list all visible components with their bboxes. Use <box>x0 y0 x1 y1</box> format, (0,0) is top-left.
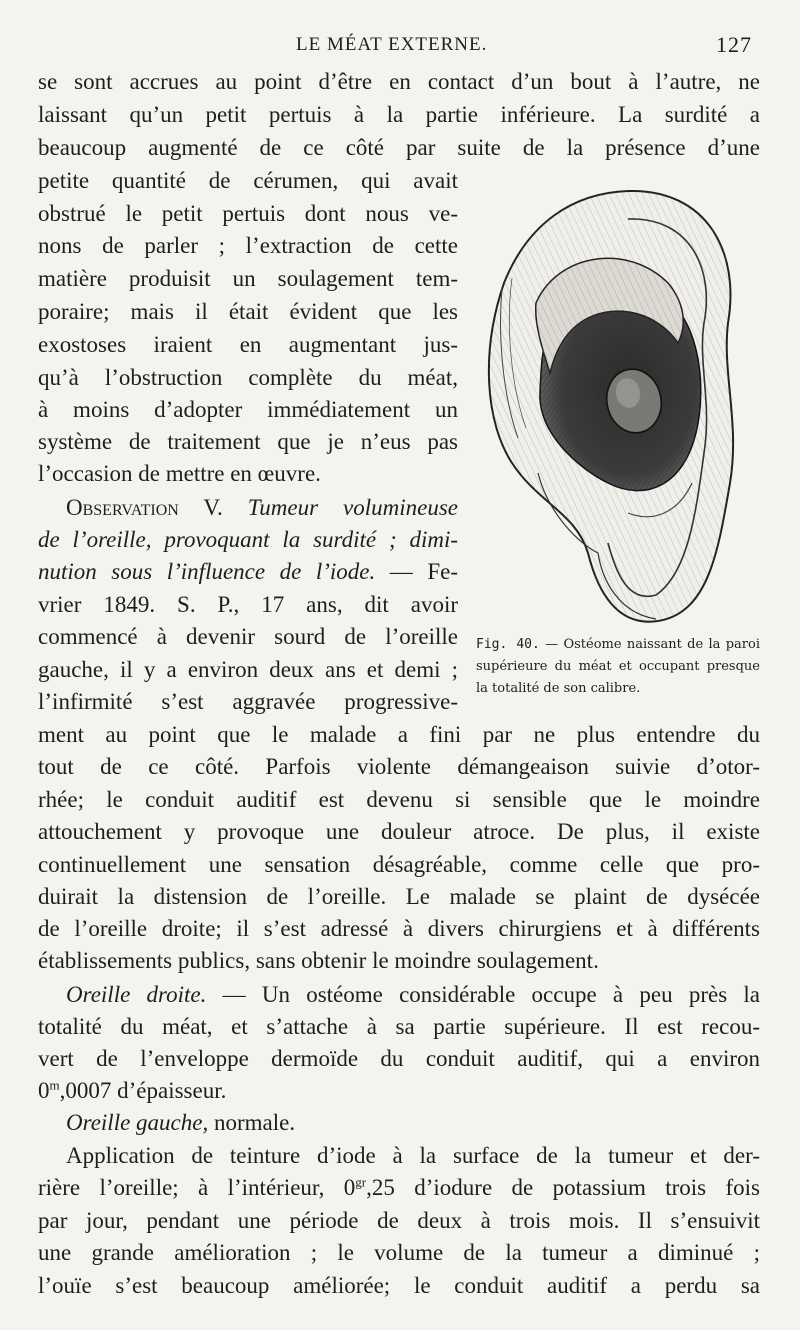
text-line: l’ouïe s’est beaucoup améliorée; le conduit auditif a perdu sa <box>38 1273 760 1298</box>
text-line: Oreille gauche, normale. <box>66 1110 296 1135</box>
text-line: une grande amélioration ; le volume de la tumeur a diminué ; <box>38 1240 760 1265</box>
text-line: l’occasion de mettre en œuvre. <box>38 461 321 486</box>
text-line: nons de parler ; l’extraction de cette <box>38 233 458 258</box>
text-line: tout de ce côté. Parfois violente démangeaison suivie d’otor- <box>38 754 760 779</box>
text-line: laissant qu’un petit pertuis à la partie inférieure. La surdité a <box>38 102 760 127</box>
ear-engraving-illustration <box>478 183 768 633</box>
observation-heading: Observation V. Tumeur volumineuse <box>66 495 459 520</box>
text-line: nution sous l’influence de l’iode. — Fe- <box>38 559 458 584</box>
text-line: de l’oreille, provoquant la surdité ; dimi- <box>38 527 458 552</box>
text-line: par jour, pendant une période de deux à trois mois. Il s’ensuivit <box>38 1208 760 1233</box>
text-line: 0$^m$,0007 d’épaisseur. <box>38 1077 227 1103</box>
text-line: système de traitement que je n’eus pas <box>38 429 458 454</box>
text-line: petite quantité de cérumen, qui avait <box>38 168 458 193</box>
running-title: LE MÉAT EXTERNE. <box>296 34 488 55</box>
figure-caption <box>476 634 760 700</box>
running-header <box>38 30 752 60</box>
text-line: ment au point que le malade a fini par ne plus entendre du <box>38 722 760 747</box>
text-line: gauche, il y a environ deux ans et demi ; <box>38 657 458 682</box>
text-line: Application de teinture d’iode à la surface de la tumeur et der- <box>66 1143 760 1168</box>
text-line: se sont accrues au point d’être en contact d’un bout à l’autre, ne <box>38 69 760 94</box>
text-line: poraire; mais il était évident que les <box>38 299 458 324</box>
text-line: obstrué le petit pertuis dont nous ve- <box>38 201 458 226</box>
text-line: qu’à l’obstruction complète du méat, <box>38 365 458 390</box>
text-line: rière l’oreille; à l’intérieur, $0^{gr},25$ d’iodure de potassium trois fois <box>38 1174 761 1200</box>
page-number: 127 <box>716 32 752 57</box>
text-line: matière produisit un soulagement tem- <box>38 266 458 291</box>
text-line: Oreille droite. — Un ostéome considérable occupe à peu près la <box>66 982 760 1007</box>
text-line: vert de l’enveloppe dermoïde du conduit auditif, qui a environ <box>38 1046 760 1071</box>
text-line: rhée; le conduit auditif est devenu si sensible que le moindre <box>38 787 760 812</box>
text-line: beaucoup augmenté de ce côté par suite de la présence d’une <box>38 135 760 160</box>
figure-label: Fig. 40. <box>476 637 540 652</box>
text-line: de l’oreille droite; il s’est adressé à divers chirurgiens et à différents <box>38 916 760 941</box>
text-line: l’infirmité s’est aggravée progressive- <box>38 689 458 714</box>
text-line: à moins d’adopter immédiatement un <box>38 397 458 422</box>
text-line: attouchement y provoque une douleur atroce. De plus, il existe <box>38 819 760 844</box>
text-line: commencé à devenir sourd de l’oreille <box>38 624 458 649</box>
text-line: continuellement une sensation désagréable, comme celle que pro- <box>38 852 760 877</box>
text-line: totalité du méat, et s’attache à sa partie supérieure. Il est recou- <box>38 1014 760 1039</box>
text-line: duirait la distension de l’oreille. Le malade se plaint de dysécée <box>38 884 760 909</box>
text-line: vrier 1849. S. P., 17 ans, dit avoir <box>38 592 458 617</box>
figure-caption-text: — Ostéome naissant de la paroi supérieure du méat et occupant presque la totalité de son calibre. <box>476 637 760 696</box>
text-line: établissements publics, sans obtenir le moindre soulagement. <box>38 948 599 973</box>
text-line: exostoses iraient en augmentant jus- <box>38 332 458 357</box>
